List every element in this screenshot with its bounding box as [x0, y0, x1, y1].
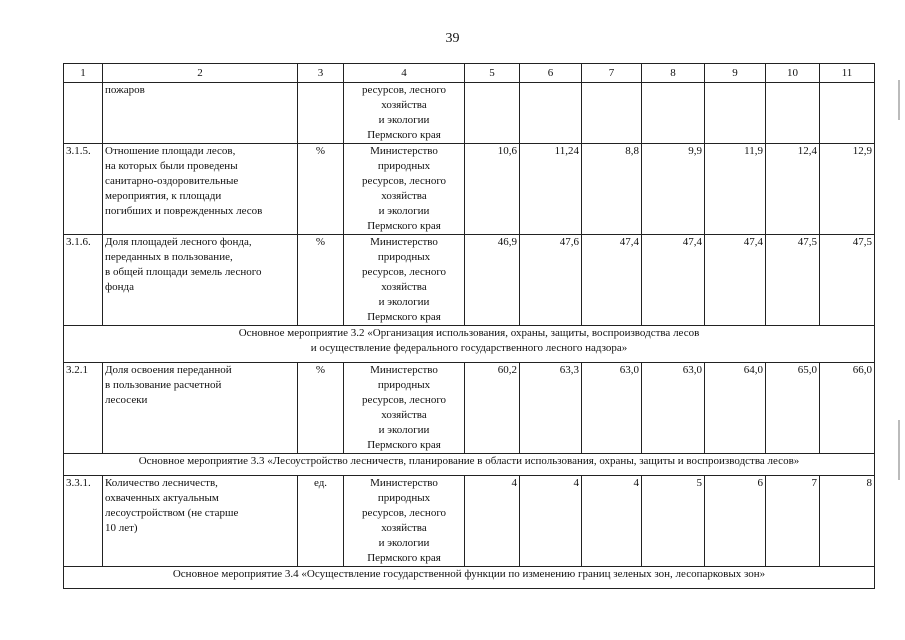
section-title-line: Основное мероприятие 3.3 «Лесоустройство лесничеств, планирование в области использования, охраны, защиты и воспроизводства лесов»	[138, 455, 800, 467]
value-cell: 10,6	[465, 144, 520, 235]
value-cell	[465, 83, 520, 144]
header-cell: 5	[465, 64, 520, 83]
indicator-name	[103, 144, 298, 235]
responsible-executor-line: Пермского края	[367, 129, 441, 141]
responsible-executor-line: природных	[377, 251, 431, 263]
responsible-executor	[344, 476, 465, 567]
indicator-name-line: в общей площади земель лесного	[105, 266, 262, 278]
value-cell: 11,9	[705, 144, 766, 235]
indicator-name	[103, 83, 298, 144]
responsible-executor-line: и экологии	[378, 114, 430, 126]
responsible-executor-line: Пермского края	[367, 439, 441, 451]
value-cell: 12,9	[820, 144, 875, 235]
responsible-executor-line: ресурсов, лесного	[361, 266, 447, 278]
value-cell: 64,0	[705, 363, 766, 454]
value-cell: 46,9	[465, 235, 520, 326]
responsible-executor-line: и экологии	[378, 205, 430, 217]
header-cell: 9	[705, 64, 766, 83]
section-title	[64, 567, 875, 589]
responsible-executor-line: и экологии	[378, 296, 430, 308]
responsible-executor-line: Пермского края	[367, 552, 441, 564]
section-title-line: Основное мероприятие 3.4 «Осуществление государственной функции по изменению границ зеленых зон, лесопарковых зон»	[172, 568, 766, 580]
indicator-number	[64, 83, 103, 144]
indicator-name-line: санитарно-оздоровительные	[105, 175, 239, 187]
responsible-executor-line: природных	[377, 379, 431, 391]
value-cell	[642, 83, 705, 144]
value-cell: 4	[520, 476, 582, 567]
responsible-executor-line: природных	[377, 160, 431, 172]
indicator-name-line: 10 лет)	[105, 522, 138, 534]
responsible-executor-line: хозяйства	[381, 522, 427, 534]
responsible-executor-line: Министерство	[370, 477, 438, 489]
indicator-number: 3.3.1.	[64, 476, 103, 567]
indicator-number: 3.2.1	[64, 363, 103, 454]
header-cell: 2	[103, 64, 298, 83]
scan-edge-mark	[898, 420, 900, 480]
indicator-name-line: в пользование расчетной	[105, 379, 222, 391]
unit-cell	[298, 83, 344, 144]
value-cell	[766, 83, 820, 144]
section-row	[64, 326, 875, 363]
header-cell: 1	[64, 64, 103, 83]
responsible-executor-line: природных	[377, 492, 431, 504]
value-cell: 11,24	[520, 144, 582, 235]
indicator-name-line: на которых были проведены	[105, 160, 238, 172]
responsible-executor-line: Пермского края	[367, 311, 441, 323]
responsible-executor	[344, 363, 465, 454]
value-cell: 47,4	[642, 235, 705, 326]
indicator-number: 3.1.5.	[64, 144, 103, 235]
indicator-name-line: мероприятия, к площади	[105, 190, 222, 202]
responsible-executor	[344, 144, 465, 235]
value-cell: 5	[642, 476, 705, 567]
responsible-executor-line: и экологии	[378, 424, 430, 436]
indicator-name-line: охваченных актуальным	[105, 492, 219, 504]
section-title-line: и осуществление федерального государственного лесного надзора»	[310, 342, 628, 354]
responsible-executor-line: Министерство	[370, 364, 438, 376]
value-cell: 6	[705, 476, 766, 567]
indicator-name-line: Доля освоения переданной	[105, 364, 232, 376]
value-cell: 47,5	[766, 235, 820, 326]
scan-edge-mark	[898, 80, 900, 120]
indicator-name-line: Отношение площади лесов,	[105, 145, 236, 157]
indicator-name-line: пожаров	[105, 84, 145, 96]
unit-cell: %	[298, 144, 344, 235]
responsible-executor-line: хозяйства	[381, 409, 427, 421]
responsible-executor-line: ресурсов, лесного	[361, 394, 447, 406]
unit-cell: %	[298, 235, 344, 326]
responsible-executor-line: хозяйства	[381, 190, 427, 202]
indicator-name-line: фонда	[105, 281, 134, 293]
indicator-number: 3.1.6.	[64, 235, 103, 326]
section-row	[64, 454, 875, 476]
responsible-executor-line: Министерство	[370, 145, 438, 157]
table-row	[64, 476, 875, 567]
indicator-name-line: лесосеки	[105, 394, 148, 406]
responsible-executor	[344, 83, 465, 144]
unit-cell: ед.	[298, 476, 344, 567]
header-cell: 10	[766, 64, 820, 83]
responsible-executor-line: и экологии	[378, 537, 430, 549]
value-cell: 66,0	[820, 363, 875, 454]
value-cell: 9,9	[642, 144, 705, 235]
value-cell	[705, 83, 766, 144]
value-cell: 47,4	[705, 235, 766, 326]
responsible-executor	[344, 235, 465, 326]
value-cell: 60,2	[465, 363, 520, 454]
value-cell: 63,0	[642, 363, 705, 454]
indicator-name	[103, 476, 298, 567]
responsible-executor-line: хозяйства	[381, 281, 427, 293]
responsible-executor-line: Пермского края	[367, 220, 441, 232]
value-cell: 12,4	[766, 144, 820, 235]
page-number: 39	[445, 31, 460, 46]
responsible-executor-line: хозяйства	[381, 99, 427, 111]
value-cell: 47,6	[520, 235, 582, 326]
table-row	[64, 235, 875, 326]
table-row	[64, 144, 875, 235]
value-cell	[582, 83, 642, 144]
value-cell: 8	[820, 476, 875, 567]
value-cell: 47,5	[820, 235, 875, 326]
indicator-name-line: лесоустройством (не старше	[105, 507, 239, 519]
responsible-executor-line: ресурсов, лесного	[361, 84, 447, 96]
section-row	[64, 567, 875, 589]
value-cell: 47,4	[582, 235, 642, 326]
indicator-name-line: Доля площадей лесного фонда,	[105, 236, 252, 248]
value-cell: 7	[766, 476, 820, 567]
section-title	[64, 454, 875, 476]
value-cell: 4	[465, 476, 520, 567]
indicator-name-line: Количество лесничеств,	[105, 477, 218, 489]
header-cell: 7	[582, 64, 642, 83]
responsible-executor-line: ресурсов, лесного	[361, 507, 447, 519]
header-cell: 4	[344, 64, 465, 83]
value-cell: 63,0	[582, 363, 642, 454]
header-cell: 11	[820, 64, 875, 83]
indicator-name-line: переданных в пользование,	[105, 251, 233, 263]
value-cell: 63,3	[520, 363, 582, 454]
indicators-table	[63, 63, 875, 589]
unit-cell: %	[298, 363, 344, 454]
value-cell	[820, 83, 875, 144]
value-cell: 65,0	[766, 363, 820, 454]
responsible-executor-line: Министерство	[370, 236, 438, 248]
header-cell: 8	[642, 64, 705, 83]
indicator-name	[103, 235, 298, 326]
value-cell: 8,8	[582, 144, 642, 235]
section-title-line: Основное мероприятие 3.2 «Организация использования, охраны, защиты, воспроизводства лесов	[238, 327, 700, 339]
header-cell: 6	[520, 64, 582, 83]
table-row	[64, 83, 875, 144]
header-row	[64, 64, 875, 83]
indicator-name-line: погибших и поврежденных лесов	[105, 205, 263, 217]
header-cell: 3	[298, 64, 344, 83]
value-cell	[520, 83, 582, 144]
section-title	[64, 326, 875, 363]
indicator-name	[103, 363, 298, 454]
table-row	[64, 363, 875, 454]
responsible-executor-line: ресурсов, лесного	[361, 175, 447, 187]
value-cell: 4	[582, 476, 642, 567]
